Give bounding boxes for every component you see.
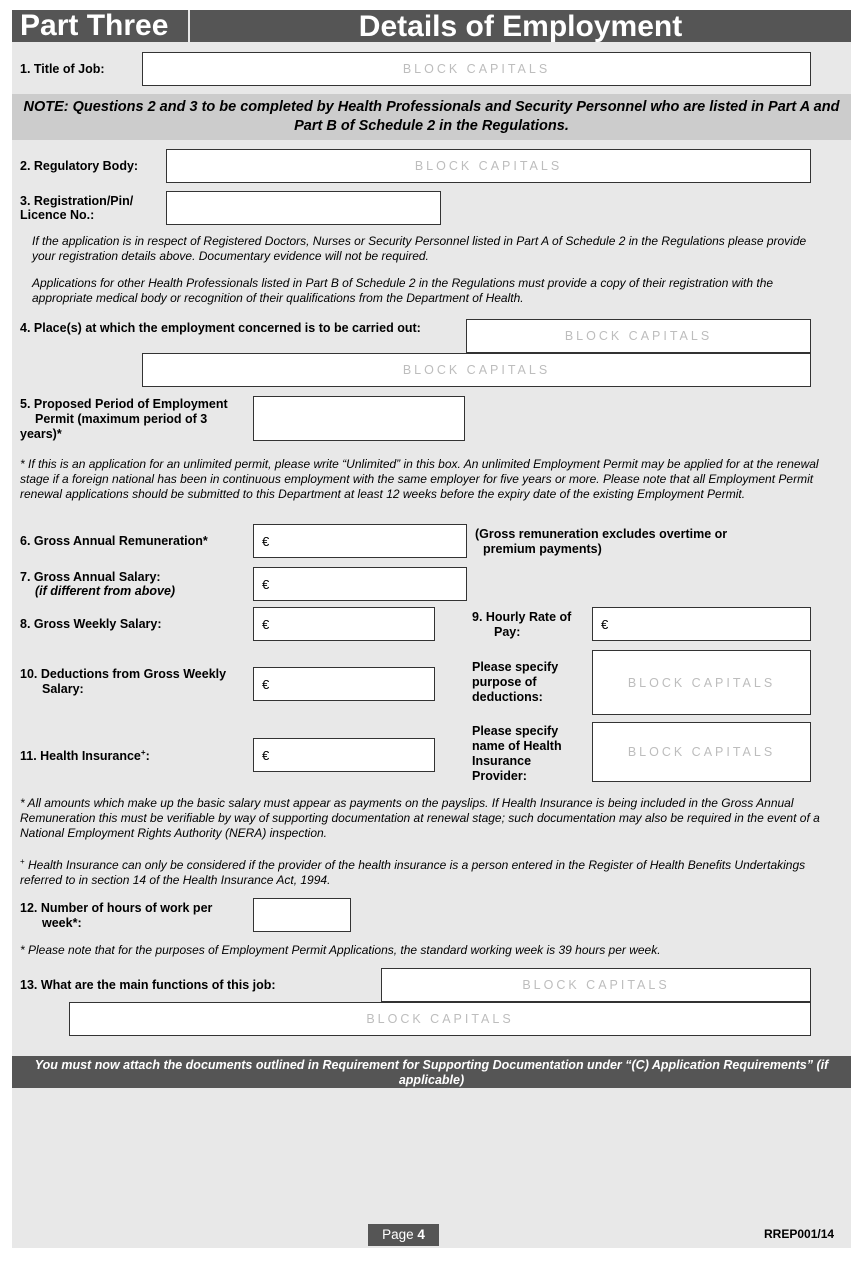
gross-annual-remuneration-field[interactable]: €: [253, 524, 467, 558]
q9-label-line2: Pay:: [494, 625, 521, 639]
hourly-rate-field[interactable]: €: [592, 607, 811, 641]
unlimited-permit-note: * If this is an application for an unlimited permit, please write “Unlimited” in this box. An unlimited Employment Permit may be applied for at the renewal stage if a foreign national has been in continuous employment with the same employer for five years or more. Please note that all Employment Permit renewal applications should be submitted to this Department at least 12 weeks before the expiry date of the existing Employment Permit.: [20, 457, 819, 501]
attachment-reminder: You must now attach the documents outlined in Requirement for Supporting Documentation under “(C) Application Requirements” (if applicable): [12, 1056, 851, 1088]
q6-note-line1: (Gross remuneration excludes overtime or: [475, 527, 728, 541]
page-number: Page 4: [368, 1224, 439, 1246]
q6-label: 6. Gross Annual Remuneration*: [20, 534, 208, 548]
registration-info-1: If the application is in respect of Registered Doctors, Nurses or Security Personnel listed in Part A of Schedule 2 in the Regulations please provide your registration details above. Documentary evidence will not be required.: [32, 234, 807, 263]
q2-label: 2. Regulatory Body:: [20, 159, 139, 173]
q10-spec-line2: purpose of: [472, 675, 537, 689]
regulatory-body-field[interactable]: BLOCK CAPITALS: [166, 149, 811, 183]
gross-annual-salary-field[interactable]: €: [253, 567, 467, 601]
q1-label: 1. Title of Job:: [20, 62, 105, 76]
health-insurance-provider-field[interactable]: BLOCK CAPITALS: [592, 722, 811, 782]
salary-payslip-note: * All amounts which make up the basic salary must appear as payments on the payslips. If Health Insurance is being included in the Gross Annual Remuneration this must be verifiable by way of supporting documentation at renewal stage; such documentation may also be required in the event of a National Employment Rights Authority (NERA) inspection.: [20, 796, 820, 840]
q10-label-line1: 10. Deductions from Gross Weekly: [20, 667, 227, 681]
hours-per-week-field[interactable]: [253, 898, 351, 932]
deductions-field[interactable]: €: [253, 667, 435, 701]
q5-label-line2: Permit (maximum period of 3: [35, 412, 208, 426]
form-code: RREP001/14: [764, 1227, 835, 1241]
q10-spec-line3: deductions:: [472, 690, 543, 704]
q11-spec-line2: name of Health: [472, 739, 562, 753]
q11-label: 11. Health Insurance+:: [20, 748, 150, 764]
q6-note-line2: premium payments): [483, 542, 602, 556]
section-title: Details of Employment: [190, 10, 851, 42]
q3-label-line1: 3. Registration/Pin/: [20, 194, 134, 208]
registration-info-2: Applications for other Health Professionals listed in Part B of Schedule 2 in the Regulations must provide a copy of their registration with the appropriate medical body or recognition of their qualifications from the Department of Health.: [32, 276, 774, 305]
q13-label: 13. What are the main functions of this job:: [20, 978, 276, 992]
place-of-employment-field-2[interactable]: BLOCK CAPITALS: [142, 353, 811, 387]
health-insurance-note: + Health Insurance can only be considered if the provider of the health insurance is a person entered in the Register of Health Benefits Undertakings referred to in section 14 of the Health Insurance Act, 1994.: [20, 857, 806, 887]
q11-spec-line3: Insurance: [472, 754, 532, 768]
health-insurance-field[interactable]: €: [253, 738, 435, 772]
q12-label-line2: week*:: [42, 916, 82, 930]
note-text: NOTE: Questions 2 and 3 to be completed by Health Professionals and Security Personnel who are listed in Part A and Part B of Schedule 2 in the Regulations.: [23, 99, 840, 134]
q11-spec-line4: Provider:: [472, 769, 527, 783]
working-week-note: * Please note that for the purposes of Employment Permit Applications, the standard working week is 39 hours per week.: [20, 943, 661, 957]
q8-label: 8. Gross Weekly Salary:: [20, 617, 162, 631]
q7-label-line1: 7. Gross Annual Salary:: [20, 570, 161, 584]
q12-label-line1: 12. Number of hours of work per: [20, 901, 213, 915]
form-page: [12, 10, 851, 1248]
job-functions-field-1[interactable]: BLOCK CAPITALS: [381, 968, 811, 1002]
deductions-purpose-field[interactable]: BLOCK CAPITALS: [592, 650, 811, 715]
q7-label-line2: (if different from above): [35, 584, 176, 598]
q5-label-line3: years)*: [20, 427, 62, 441]
q10-label-line2: Salary:: [42, 682, 84, 696]
q3-label-line2: Licence No.:: [20, 208, 95, 222]
job-title-field[interactable]: BLOCK CAPITALS: [142, 52, 811, 86]
q11-spec-line1: Please specify: [472, 724, 559, 738]
q4-label: 4. Place(s) at which the employment concerned is to be carried out:: [20, 321, 421, 335]
job-functions-field-2[interactable]: BLOCK CAPITALS: [69, 1002, 811, 1036]
place-of-employment-field-1[interactable]: BLOCK CAPITALS: [466, 319, 811, 353]
gross-weekly-salary-field[interactable]: €: [253, 607, 435, 641]
part-label: Part Three: [12, 10, 188, 42]
q9-label-line1: 9. Hourly Rate of: [472, 610, 572, 624]
q5-label-line1: 5. Proposed Period of Employment: [20, 397, 228, 411]
registration-number-field[interactable]: [166, 191, 441, 225]
employment-period-field[interactable]: [253, 396, 465, 441]
q10-spec-line1: Please specify: [472, 660, 559, 674]
